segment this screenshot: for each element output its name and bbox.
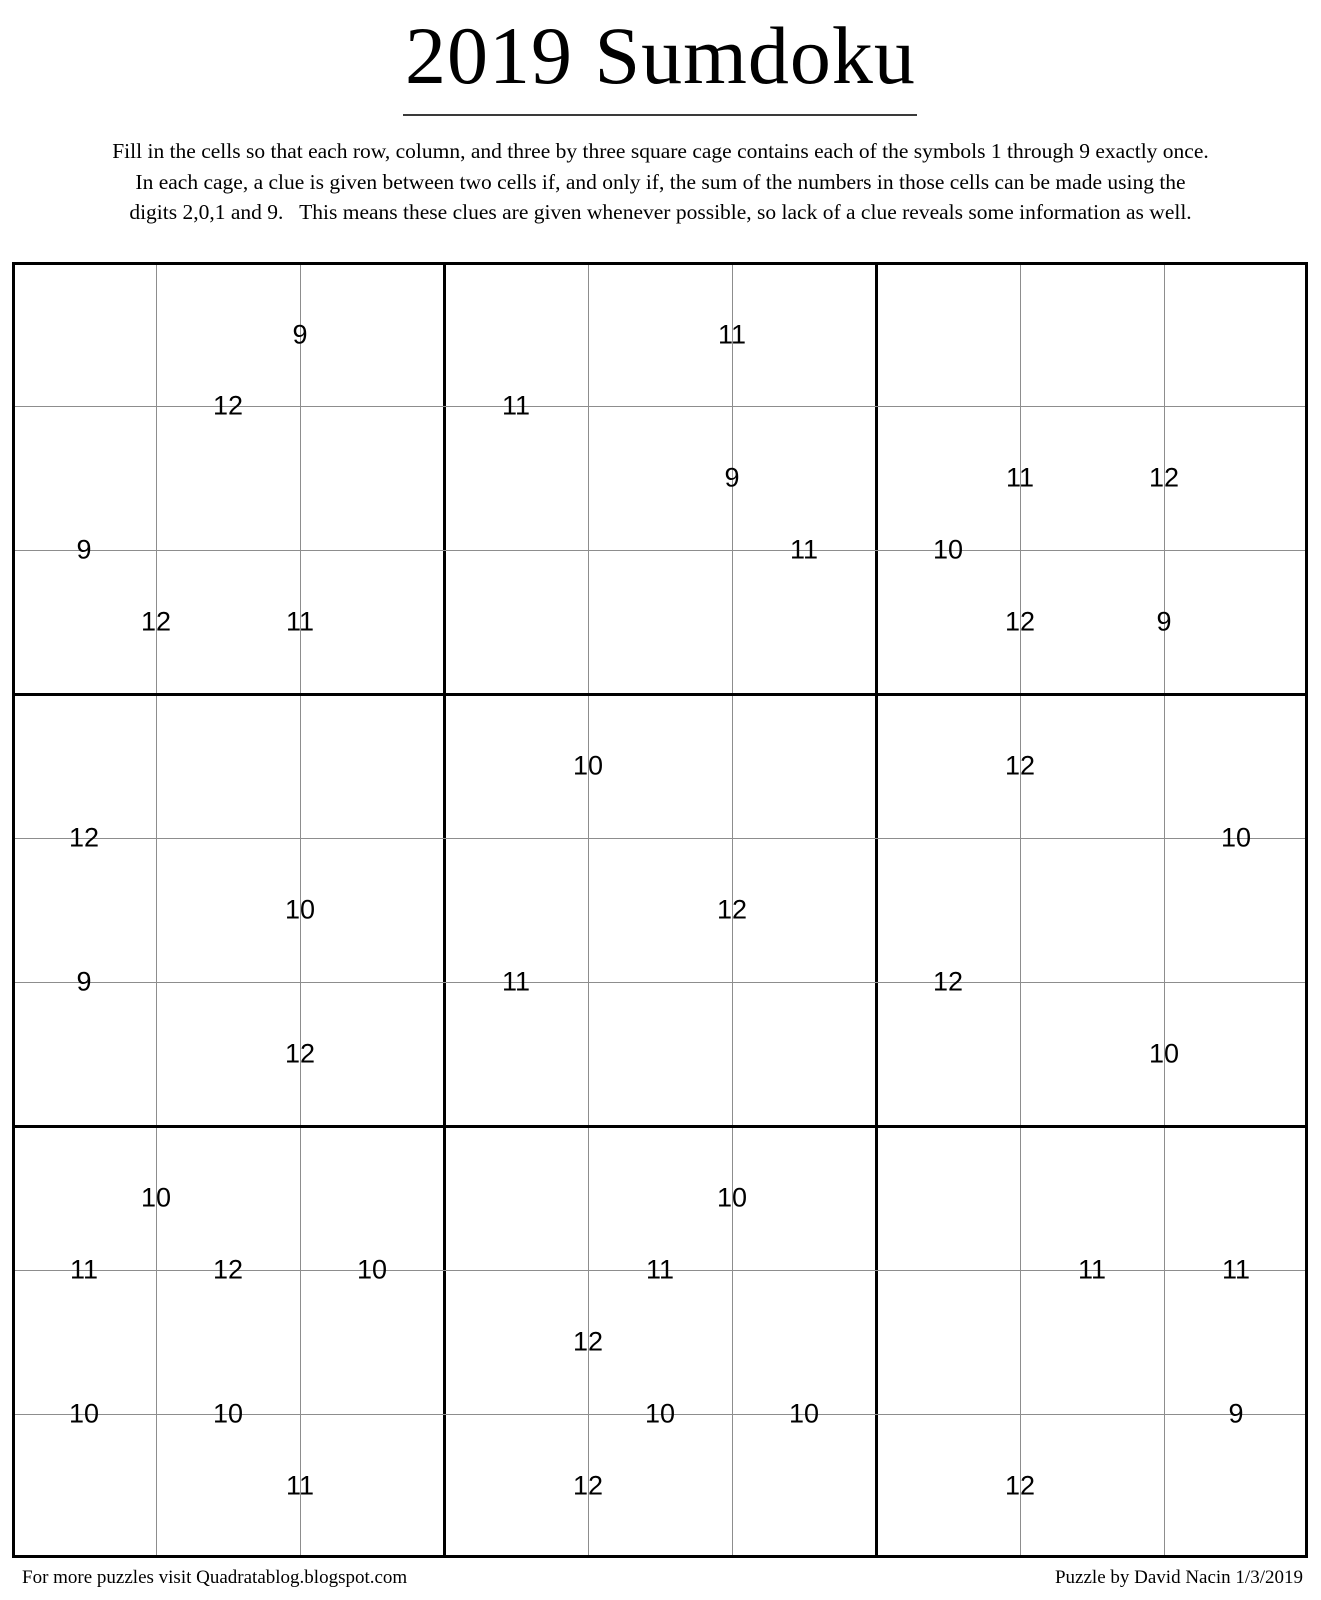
sum-clue: 11 [1221, 1254, 1251, 1285]
sum-clue: 11 [285, 1470, 315, 1501]
page-header [0, 0, 1321, 258]
sum-clue: 10 [1148, 1038, 1180, 1069]
sum-clue: 10 [140, 1182, 172, 1213]
sum-clue: 10 [788, 1398, 820, 1429]
sum-clue: 10 [212, 1398, 244, 1429]
sum-clue: 10 [356, 1254, 388, 1285]
sum-clue: 11 [285, 606, 315, 637]
sum-clue: 10 [1220, 822, 1252, 853]
sum-clue: 11 [645, 1254, 675, 1285]
sum-clue: 10 [932, 534, 964, 565]
sum-clue: 10 [644, 1398, 676, 1429]
instructions-line-2: In each cage, a clue is given between two cells if, and only if, the sum of the numbers in those cells can be made using the [135, 169, 1186, 194]
sum-clue: 9 [1228, 1398, 1244, 1429]
page-title: 2019 Sumdoku [405, 10, 916, 101]
sum-clue: 11 [501, 390, 531, 421]
sum-clue: 12 [212, 1254, 244, 1285]
sum-clue: 12 [68, 822, 100, 853]
sum-clue: 11 [717, 319, 747, 350]
sum-clue: 12 [284, 1038, 316, 1069]
footer-attribution: Puzzle by David Nacin 1/3/2019 [1054, 1567, 1303, 1588]
sum-clue: 12 [1004, 606, 1036, 637]
sudoku-grid[interactable] [12, 262, 1308, 1558]
sum-clue: 9 [1156, 606, 1172, 637]
sum-clue: 12 [572, 1326, 604, 1357]
sum-clue: 9 [292, 319, 308, 350]
sum-clue: 10 [716, 1182, 748, 1213]
sum-clue: 12 [716, 894, 748, 925]
sum-clue: 9 [76, 966, 92, 997]
sum-clue: 12 [572, 1470, 604, 1501]
sum-clue: 11 [501, 966, 531, 997]
sum-clue: 12 [1004, 1470, 1036, 1501]
instructions-line-3: digits 2,0,1 and 9. This means these clues are given whenever possible, so lack of a clue reveals some information as well. [129, 200, 1192, 224]
instructions-text [24, 136, 1297, 228]
sum-clue: 9 [76, 534, 92, 565]
grid-outer-border [12, 262, 1308, 1558]
sum-clue: 11 [1005, 462, 1035, 493]
sum-clue: 9 [724, 462, 740, 493]
sum-clue: 10 [284, 894, 316, 925]
sum-clue: 12 [1004, 750, 1036, 781]
sum-clue: 10 [572, 750, 604, 781]
footer-blog-link[interactable]: For more puzzles visit Quadratablog.blogspot.com [22, 1567, 408, 1588]
sum-clue: 12 [212, 390, 244, 421]
title-divider [403, 114, 917, 116]
sum-clue: 11 [1077, 1254, 1107, 1285]
sum-clue: 12 [1148, 462, 1180, 493]
sum-clue: 10 [68, 1398, 100, 1429]
instructions-line-1: Fill in the cells so that each row, column, and three by three square cage contains each of the symbols 1 through 9 exactly once. [112, 139, 1209, 163]
sum-clue: 11 [789, 534, 819, 565]
sum-clue: 12 [140, 606, 172, 637]
sum-clue: 11 [69, 1254, 99, 1285]
sum-clue: 12 [932, 966, 964, 997]
